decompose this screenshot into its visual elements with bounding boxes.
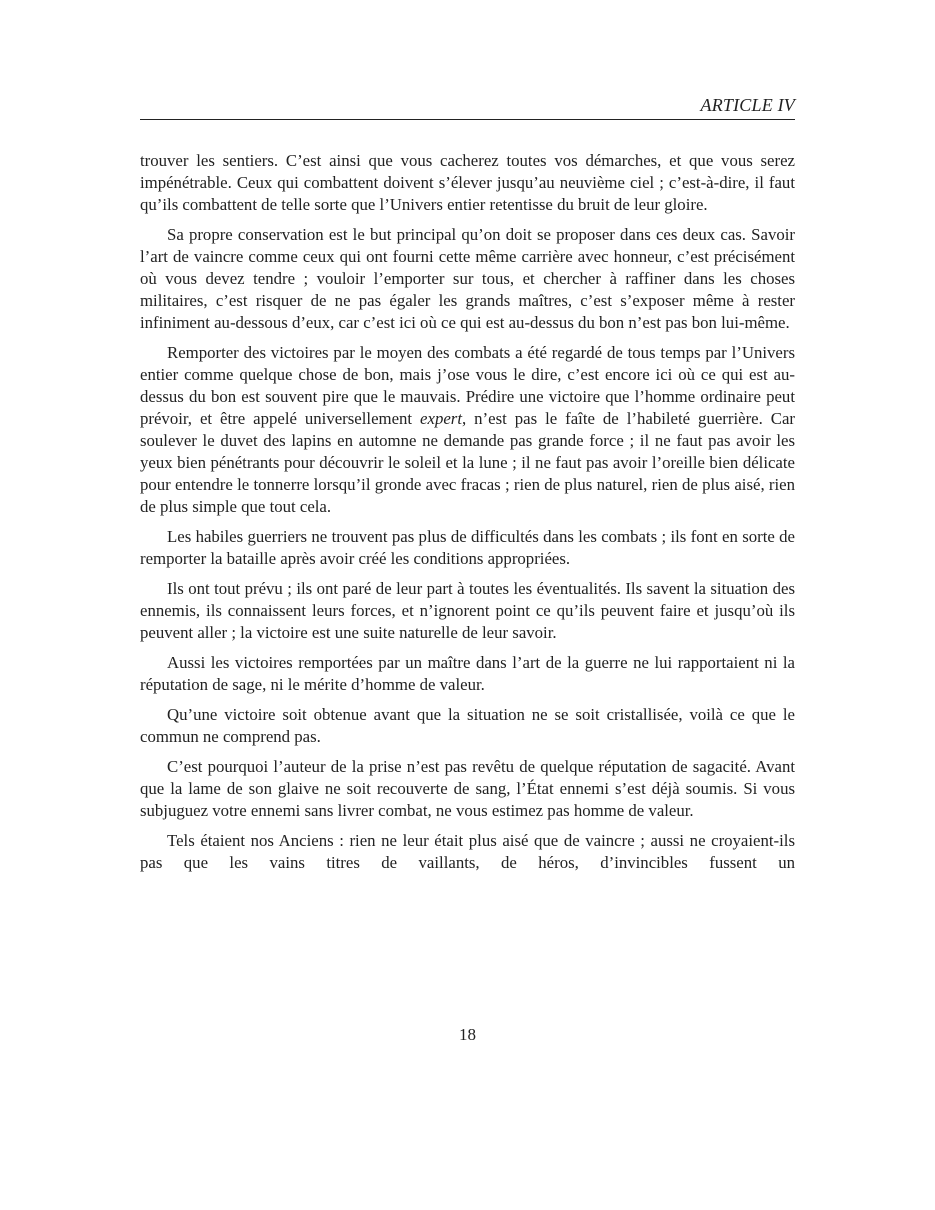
paragraph-3: [140, 342, 795, 518]
paragraph-4: Les habiles guerriers ne trouvent pas plus de difficultés dans les combats ; ils font en sorte de remporter la bataille après avoir créé les conditions appropriées.: [140, 527, 795, 568]
paragraph-1: trouver les sentiers. C’est ainsi que vous cacherez toutes vos démarches, et que vous serez impénétrable. Ceux qui combattent doivent s’élever jusqu’au neuvième ciel ; c’est-à-dire, il faut qu’ils combattent de telle sorte que l’Univers entier retentisse du bruit de leur gloire.: [140, 151, 795, 214]
paragraph-3-text-after: , n’est pas le faîte de l’habileté guerrière. Car soulever le duvet des lapins en automne ne demande pas grande force ; il ne faut pas avoir les yeux bien pénétrants pour découvrir le soleil et la lune ; il ne faut pas avoir l’oreille bien délicate pour entendre le tonnerre lorsqu’il gronde avec fracas ; rien de plus naturel, rien de plus aisé, rien de plus simple que tout cela.: [140, 409, 795, 516]
paragraph-2: Sa propre conservation est le but principal qu’on doit se proposer dans ces deux cas. Savoir l’art de vaincre comme ceux qui ont fourni cette même carrière avec honneur, c’est précisément où vous devez tendre ; vouloir l’emporter sur tous, et chercher à raffiner dans les choses militaires, c’est risquer de ne pas égaler les grands maîtres, c’est s’exposer même à rester infiniment au-dessous d’eux, car c’est ici où ce qui est au-dessus du bon n’est pas bon lui-même.: [140, 225, 795, 332]
paragraph-7: Qu’une victoire soit obtenue avant que la situation ne se soit cristallisée, voilà ce que le commun ne comprend pas.: [140, 705, 795, 746]
paragraph-5: Ils ont tout prévu ; ils ont paré de leur part à toutes les éventualités. Ils savent la situation des ennemis, ils connaissent leurs forces, et n’ignorent point ce qu’ils peuvent faire et jusqu’où ils peuvent aller ; la victoire est une suite naturelle de leur savoir.: [140, 579, 795, 642]
page-number: 18: [459, 1025, 476, 1044]
header-rule: [140, 119, 795, 120]
paragraph-8: C’est pourquoi l’auteur de la prise n’est pas revêtu de quelque réputation de sagacité. Avant que la lame de son glaive ne soit recouverte de sang, l’État ennemi s’est déjà soumis. Si vous subjuguez votre ennemi sans livrer combat, ne vous estimez pas homme de valeur.: [140, 757, 795, 820]
body-text: [140, 150, 795, 882]
running-head-title: ARTICLE IV: [700, 95, 795, 115]
paragraph-9: Tels étaient nos Anciens : rien ne leur était plus aisé que de vaincre ; aussi ne croyaient-ils pas que les vains titres de vaillants, de héros, d’invincibles fussent un: [140, 831, 795, 872]
document-page: [140, 0, 795, 1210]
paragraph-6: Aussi les victoires remportées par un maître dans l’art de la guerre ne lui rapportaient ni la réputation de sage, ni le mérite d’homme de valeur.: [140, 653, 795, 694]
paragraph-3-emphasis: expert: [420, 409, 462, 428]
paragraph-3-text-before: Remporter des victoires par le moyen des combats a été regardé de tous temps par l’Univers entier comme quelque chose de bon, mais j’ose vous le dire, c’est encore ici où ce qui est au-dessus du bon est souvent pire que le mauvais. Prédire une victoire que l’homme ordinaire peut prévoir, et être appelé universellement: [140, 343, 795, 428]
